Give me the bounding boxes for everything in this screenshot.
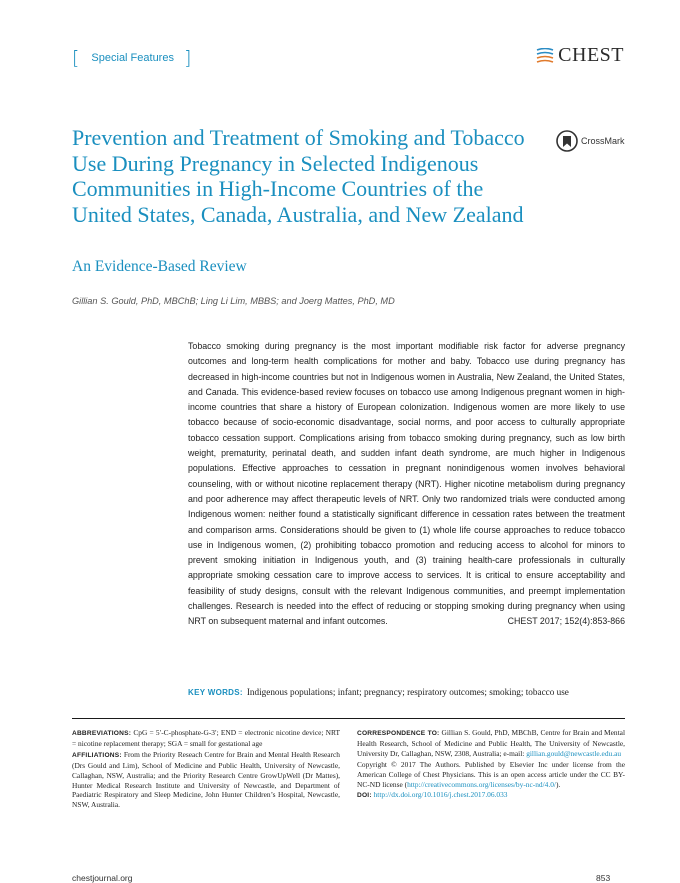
correspondence-text: Gillian S. Gould, PhD, MBChB, Centre for Brain and Mental Health Research, School of Medicine and Public Health, The University of Newcastle, University Dr, Callaghan, NSW, 2308, Australia; e-mail: — [357, 728, 625, 758]
copyright-end: ). — [555, 779, 561, 789]
affiliations-text: From the Priority Reseach Centre for Brain and Mental Health Research (Drs Gould and Lim), School of Medicine and Public Health, University of Newcastle, Callaghan, NSW, Australia; and the Priority Research Centre GrowUpWell (Dr Mattes), Hunter Medical Research Institute and University of Newcastle, and Department of Paediatric Respiratory and Sleep Medicine, John Hunter Children’s Hospital, Newcastle, NSW, Australia. — [72, 749, 340, 810]
doi — [357, 790, 625, 801]
abbreviations-label: ABBREVIATIONS: — [72, 730, 132, 737]
abstract-text: Tobacco smoking during pregnancy is the most important modifiable risk factor for adverse pregnancy outcomes and long-term health complications for mother and baby. Tobacco use during pregnancy has decreased in high-income countries but not in Indigenous women in Australia, New Zealand, the United States, and Canada. This evidence-based review focuses on tobacco use among Indigenous pregnant women in high-income countries that share a history of European colonization. Indigenous women are more likely to use tobacco because of socio-economic disadvantage, social norms, and poor access to culturally appropriate tobacco cessation support. Complications arising from tobacco smoking during pregnancy, such as low birth weight, prematurity, perinatal death, and sudden infant death syndrome, are much higher in Indigenous populations. Effective approaches to cessation in pregnant nonindigenous women involves behavioral counseling, with or without nicotine replacement therapy (NRT). Higher nicotine metabolism during pregnancy and poor adherence may affect therapeutic levels of NRT. Only two randomized trials were conducted among Indigenous women: neither found a statistically significant difference in cessation rates between the treatment and comparison arms. Considerations should be given to (1) whole life course approaches to reduce tobacco use in Indigenous women, (2) prohibiting tobacco promotion and reducing access to alcohol for minors to prevent smoking initiation in Indigenous youth, and (3) training health-care professionals in culturally appropriate smoking cessation care to improve access to services. It is critical to ensure acceptability and feasibility of study designs, consult with the relevant Indigenous communities, and preempt implementation challenges. Research is needed into the effect of reducing or stopping smoking during pregnancy when using NRT on subsequent maternal and infant outcomes. — [188, 341, 625, 627]
chest-stripes-icon — [536, 48, 554, 64]
email-link[interactable]: gillian.gould@newcastle.edu.au — [526, 748, 622, 758]
close-bracket: ] — [183, 46, 192, 69]
affiliations-label: AFFILIATIONS: — [72, 751, 122, 759]
copyright — [357, 760, 625, 790]
copyright-text: Copyright © 2017 The Authors. Published by Elsevier Inc under license from the American College of Chest Physicians. This is an open access article under the CC BY-NC-ND license ( — [357, 759, 625, 789]
footnotes-left — [72, 728, 340, 811]
license-link[interactable]: http://creativecommons.org/licenses/by-nc-nd/4.0/ — [407, 779, 556, 789]
article-subtitle: An Evidence-Based Review — [72, 258, 247, 275]
author-list: Gillian S. Gould, PhD, MBChB; Ling Li Lim, MBBS; and Joerg Mattes, PhD, MD — [72, 296, 395, 306]
journal-logo[interactable] — [536, 44, 624, 67]
keywords — [188, 687, 628, 697]
open-bracket: [ — [72, 46, 80, 69]
section-label: Special Features — [91, 52, 174, 64]
abbreviations-text: CpG = 5′-C-phosphate-G-3′; END = electronic nicotine device; NRT = nicotine replacement therapy; SGA = small for gestational age — [72, 728, 340, 748]
crossmark-label: CrossMark — [581, 136, 625, 146]
keywords-label: KEY WORDS: — [188, 688, 243, 697]
crossmark-icon — [556, 130, 578, 152]
doi-link[interactable]: http://dx.doi.org/10.1016/j.chest.2017.06.033 — [373, 790, 508, 800]
citation: CHEST 2017; 152(4):853-866 — [507, 616, 625, 627]
abbreviations — [72, 728, 340, 749]
footnotes-right — [357, 728, 625, 802]
correspondence — [357, 728, 625, 759]
correspondence-label: CORRESPONDENCE TO: — [357, 730, 440, 737]
page-number: 853 — [596, 873, 611, 883]
affiliations — [72, 750, 340, 810]
footnote-divider — [72, 718, 625, 719]
section-tag — [72, 48, 191, 68]
journal-site[interactable]: chestjournal.org — [72, 873, 133, 883]
logo-text: CHEST — [558, 44, 624, 66]
article-title: Prevention and Treatment of Smoking and Tobacco Use During Pregnancy in Selected Indigenous Communities in High-Income Countries of the United States, Canada, Australia, and New Zealand — [72, 125, 525, 227]
doi-label: DOI: — [357, 792, 372, 800]
abstract — [188, 339, 625, 630]
crossmark-badge[interactable] — [556, 130, 625, 152]
keywords-text: Indigenous populations; infant; pregnancy; respiratory outcomes; smoking; tobacco use — [246, 687, 569, 697]
